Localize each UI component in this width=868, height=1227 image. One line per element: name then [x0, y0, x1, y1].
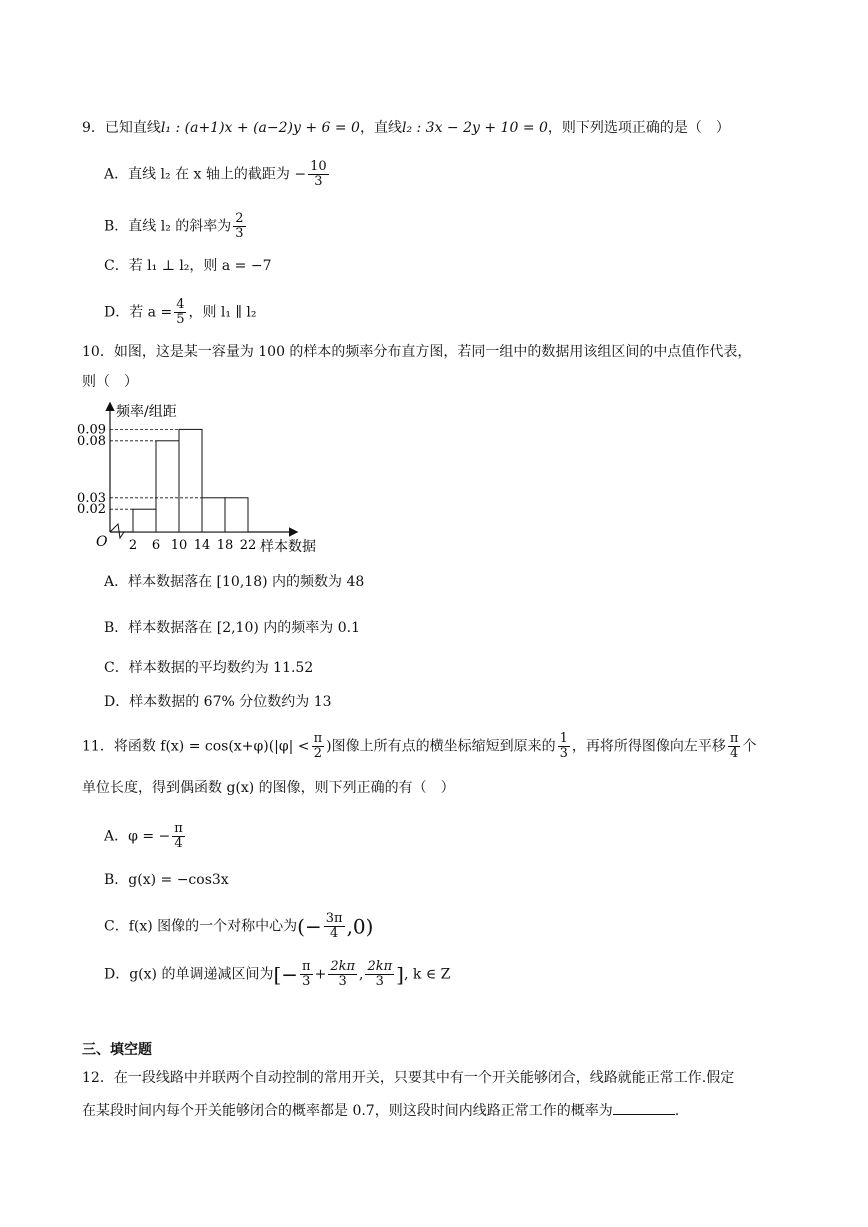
fraction-numerator: 2kπ [367, 959, 393, 974]
fraction-numerator: π [174, 821, 183, 836]
q11-option-c [104, 912, 373, 941]
x-tick-label: 22 [239, 538, 257, 553]
q11-option-d-comma: , [359, 966, 364, 983]
q10-option-a: A．样本数据落在 [10,18) 内的频数为 48 [104, 574, 365, 590]
q11-option-d-fraction-1 [300, 960, 313, 989]
q9-option-d-fraction [174, 298, 186, 327]
q10-option-d: D．样本数据的 67% 分位数约为 13 [104, 694, 332, 710]
fraction-denominator: 3 [338, 974, 347, 989]
fraction-numerator: 4 [176, 297, 185, 312]
q11-option-c-left-paren: (− [297, 914, 322, 939]
q11-shrink-fraction [558, 732, 570, 761]
x-tick-label: 10 [170, 538, 188, 553]
x-axis-label: 样本数据 [260, 539, 316, 555]
q9-stem-c: ，则下列选项正确的是（ ） [547, 120, 730, 136]
q11-option-d-right-bracket: ] [396, 962, 404, 987]
q10-stem-line2: 则（ ） [82, 374, 138, 390]
fraction-denominator: 3 [314, 174, 323, 189]
fraction-denominator: 3 [235, 226, 244, 241]
q11-option-c-text: C．f(x) 图像的一个对称中心为 [104, 918, 298, 935]
fraction-denominator: 3 [302, 974, 311, 989]
fraction-denominator: 2 [313, 746, 322, 761]
section-heading-fill-in: 三、填空题 [82, 1042, 152, 1058]
y-tick-label: 0.02 [77, 502, 106, 518]
histogram-bar [179, 429, 202, 532]
q12-line1: 12．在一段线路中并联两个自动控制的常用开关，只要其中有一个开关能够闭合，线路就能正常工作.假定 [82, 1070, 735, 1086]
q9-option-b [104, 212, 248, 241]
q10-option-b: B．样本数据落在 [2,10) 内的频率为 0.1 [104, 620, 360, 636]
q9-option-d-post: ，则 l₁ ∥ l₂ [188, 304, 257, 321]
x-tick-labels [129, 538, 256, 553]
q9-l2-equation: l₂ : 3x − 2y + 10 = 0 [401, 120, 548, 136]
y-tick-labels [77, 422, 106, 517]
q9-l1-equation: l₁ : (a+1)x + (a−2)y + 6 = 0 [160, 120, 360, 136]
y-tick-label: 0.09 [77, 422, 106, 438]
q12-line2-text: 在某段时间内每个开关能够闭合的概率都是 0.7，则这段时间内线路正常工作的概率为 [82, 1103, 613, 1119]
fraction-numerator: 10 [310, 159, 327, 174]
q9-option-a [104, 160, 331, 189]
q11-stem-c: ，再将所得图像向左平移 [571, 738, 726, 755]
q11-option-d-fraction-2 [328, 960, 357, 989]
fraction-numerator: 2 [235, 211, 244, 226]
q11-condition-pre: (|φ| < [268, 738, 310, 755]
fraction-numerator: 1 [559, 731, 568, 746]
q11-option-b: B．g(x) = −cos3x [104, 872, 229, 888]
frequency-histogram [77, 398, 344, 563]
histogram-bar [225, 498, 248, 532]
y-tick-label: 0.03 [77, 490, 106, 506]
q9-option-a-fraction [308, 160, 329, 189]
q11-option-a-fraction [172, 822, 185, 851]
q11-option-a [104, 822, 187, 851]
fraction-denominator: 4 [330, 926, 339, 941]
q11-condition-fraction [312, 732, 325, 761]
q11-function-def: 11．将函数 f(x) = cos(x+φ) [82, 738, 269, 755]
x-tick-label: 14 [193, 538, 211, 553]
q9-option-d-text: D．若 a = [104, 304, 173, 321]
q11-option-a-text: A．φ = − [104, 828, 171, 845]
q11-option-d-post: , k ∈ Z [403, 966, 451, 983]
q11-condition-post: ) [326, 738, 332, 755]
fraction-numerator: 3π [325, 911, 343, 926]
axis-break-mark [110, 524, 130, 538]
histogram-bar [156, 441, 179, 532]
q10-option-c: C．样本数据的平均数约为 11.52 [104, 660, 314, 676]
q11-stem-line1 [82, 732, 756, 761]
q12-answer-blank[interactable] [613, 1100, 675, 1115]
q9-stem-a: 9．已知直线 [82, 120, 161, 136]
fraction-denominator: 3 [559, 746, 568, 761]
q11-option-d-plus: + [314, 966, 327, 983]
fraction-numerator: 2kπ [330, 959, 356, 974]
x-tick-label: 2 [128, 538, 138, 553]
fraction-numerator: π [729, 731, 739, 746]
q9-option-d [104, 298, 256, 327]
q11-option-d-text: D．g(x) 的单调递减区间为 [104, 966, 274, 983]
q10-stem-line1: 10．如图，这是某一容量为 100 的样本的频率分布直方图，若同一组中的数据用该组区间的中点值作代表， [82, 344, 752, 360]
y-tick-label: 0.08 [77, 433, 106, 449]
q11-option-d-fraction-3 [365, 960, 394, 989]
q11-option-c-fraction [324, 912, 345, 941]
q12-line2-end: . [674, 1103, 680, 1119]
q9-stem-b: ，直线 [359, 120, 402, 136]
histogram-bar [133, 509, 156, 532]
q9-option-c: C．若 l₁ ⊥ l₂，则 a = −7 [104, 258, 272, 274]
q12-line2 [82, 1100, 679, 1121]
q9-option-b-text: B．直线 l₂ 的斜率为 [104, 218, 232, 235]
fraction-denominator: 3 [375, 974, 384, 989]
histogram-bars [133, 429, 248, 532]
q11-option-d-left-bracket: [− [273, 962, 299, 987]
q9-stem [82, 118, 730, 138]
fraction-denominator: 5 [176, 312, 185, 327]
x-tick-label: 6 [151, 538, 161, 553]
q11-stem-line2: 单位长度，得到偶函数 g(x) 的图像，则下列正确的有（ ） [82, 780, 455, 796]
fraction-denominator: 4 [730, 746, 739, 761]
q11-stem-b: 图像上所有点的横坐标缩短到原来的 [331, 738, 556, 755]
fraction-numerator: π [313, 731, 323, 746]
y-axis-label: 频率/组距 [116, 404, 177, 420]
histogram-bar [202, 498, 225, 532]
origin-label: O [96, 534, 108, 550]
q11-option-c-right-paren: ,0) [346, 914, 374, 939]
fraction-numerator: π [302, 959, 311, 974]
fraction-denominator: 4 [174, 836, 183, 851]
q9-option-a-text: A．直线 l₂ 在 x 轴上的截距为 − [104, 166, 307, 183]
q11-stem-d: 个 [742, 738, 757, 755]
x-tick-label: 18 [216, 538, 234, 553]
q9-option-b-fraction [233, 212, 245, 241]
q11-option-d [104, 960, 450, 989]
q11-shift-fraction [728, 732, 741, 761]
